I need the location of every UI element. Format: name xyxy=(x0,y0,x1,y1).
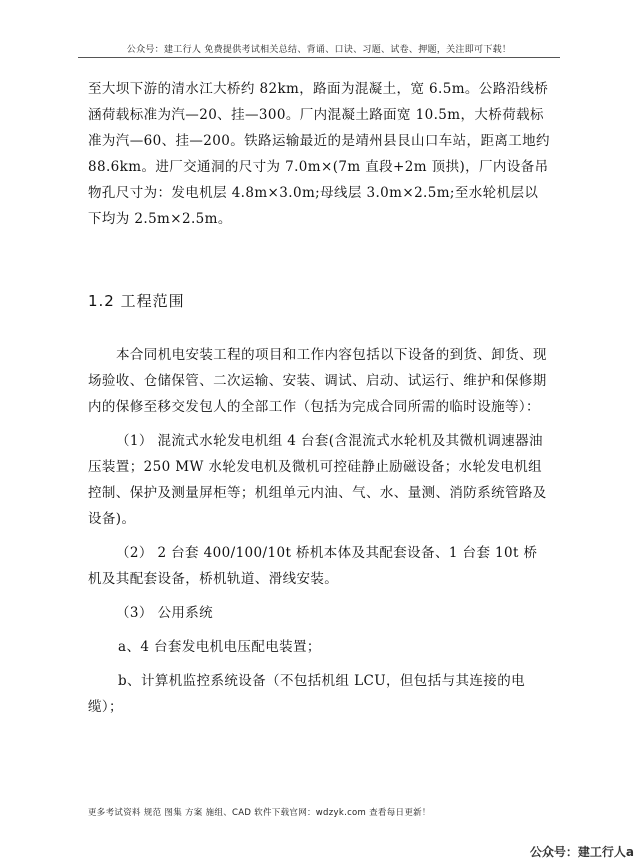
scope-text-block xyxy=(88,342,550,720)
paragraph-item-3a: a、4 台套发电机电压配电装置； xyxy=(118,639,321,655)
paragraph-scope-intro: 本合同机电安装工程的项目和工作内容包括以下设备的到货、卸货、现场验收、仓储保管、二次运输、安装、调试、启动、试运行、维护和保修期内的保修至移交发包人的全部工作（包括为完成合同所需的临时设施等）： xyxy=(88,347,547,415)
header-divider xyxy=(78,57,560,58)
paragraph-item-2: （2） 2 台套 400/100/10t 桥机本体及其配套设备、1 台套 10t 桥机及其配套设备，桥机轨道、滑线安装。 xyxy=(88,545,538,587)
section-heading: 1.2 工程范围 xyxy=(88,292,185,310)
paragraph-item-1: （1） 混流式水轮发电机组 4 台套(含混流式水轮机及其微机调速器油压装置；250 MW 水轮发电机及微机可控硅静止励磁设备；水轮发电机组控制、保护及测量屏柜等；机组单元内油、气、水、量测、消防系统管路及设备)。 xyxy=(88,433,547,527)
watermark-text: 公众号：建工行人a xyxy=(529,845,634,859)
paragraph-transport: 至大坝下游的清水江大桥约 82km，路面为混凝土，宽 6.5m。公路沿线桥涵荷载标准为汽—20、挂—300。厂内混凝土路面宽 10.5m，大桥荷载标准为汽—60、挂—200。铁路运输最近的是靖州县艮山口车站，距离工地约 88.6km。进厂交通洞的尺寸为 7.0m×(7m 直段+2m 顶拱)，厂内设备吊物孔尺寸为：发电机层 4.8m×3.0m;母线层 3.0m×2.5m;至水轮机层以下均为 2.5m×2.5m。 xyxy=(88,81,550,227)
header-note: 公众号：建工行人 免费提供考试相关总结、背诵、口诀、习题、试卷、押题，关注即可下载！ xyxy=(126,45,512,55)
paragraph-item-3b: b、计算机监控系统设备（不包括机组 LCU，但包括与其连接的电缆）； xyxy=(88,673,526,715)
footer-note: 更多考试资料 规范 图集 方案 施组、CAD 软件下载官网：wdzyk.com 查看每日更新！ xyxy=(88,808,431,818)
intro-text-block xyxy=(88,76,550,232)
paragraph-item-3: （3） 公用系统 xyxy=(116,605,214,621)
